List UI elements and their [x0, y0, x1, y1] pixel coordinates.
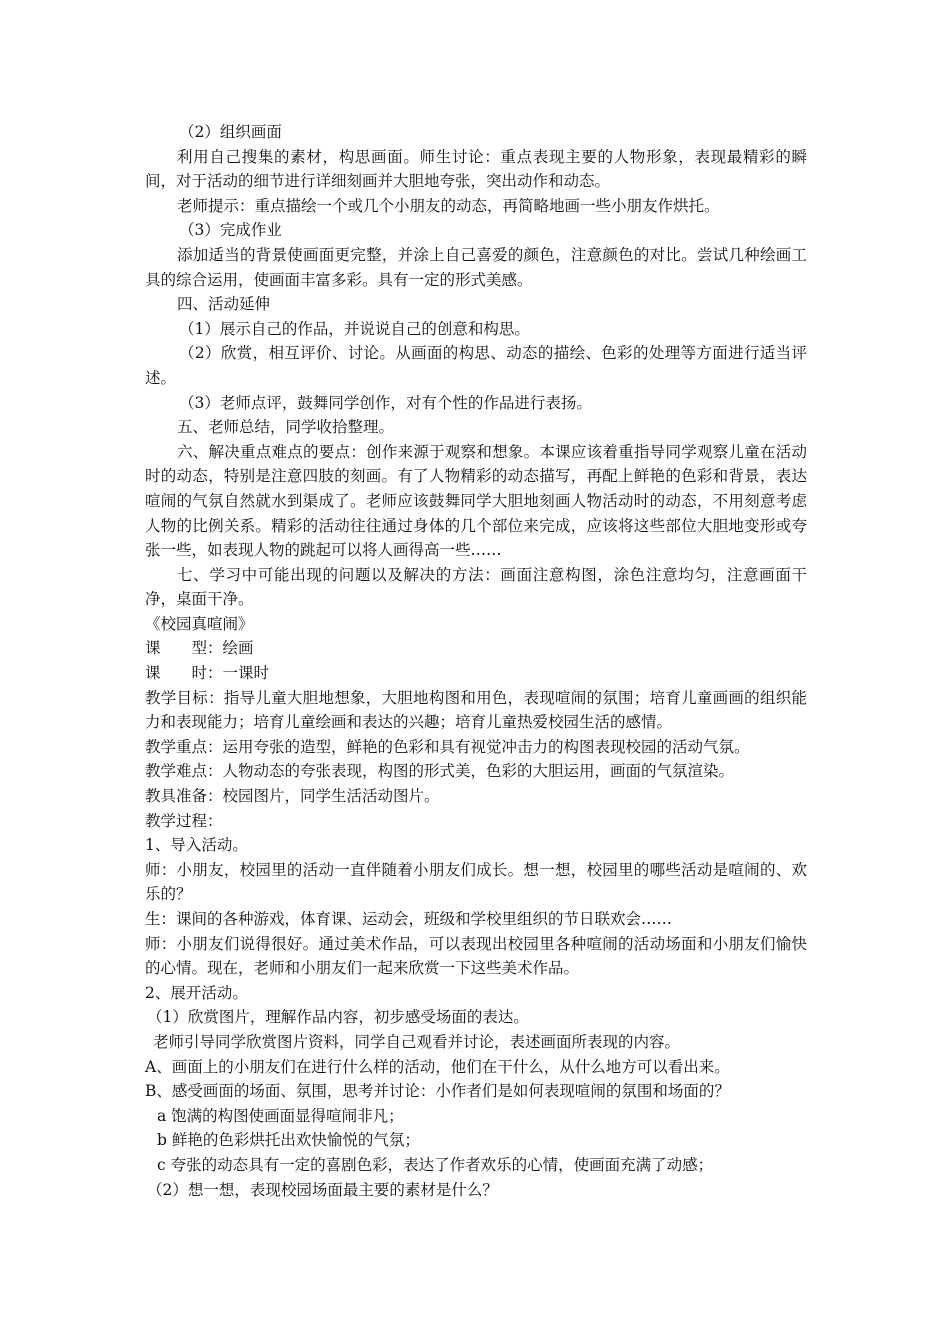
list-item-show-work: （1）展示自己的作品，并说说自己的创意和构思。 — [179, 319, 530, 338]
heading-activity-extension: 四、活动延伸 — [177, 295, 271, 314]
paragraph-teacher-guide: 老师引导同学欣赏图片资料，同学自己观看并讨论，表述画面所表现的内容。 — [153, 1032, 681, 1051]
paragraph-compose: 利用自己搜集的素材，构思画面。师生讨论：重点表现主要的人物形象，表现最精彩的瞬间，对于活动的细节进行详细刻画并大胆地夸张，突出动作和动态。 — [145, 147, 807, 191]
point-b: b 鲜艳的色彩烘托出欢快愉悦的气氛； — [157, 1131, 420, 1150]
dialogue-teacher-2: 师：小朋友们说得很好。通过美术作品，可以表现出校园里各种喧闹的活动场面和小朋友们愉快的心情。现在，老师和小朋友们一起来欣赏一下这些美术作品。 — [145, 934, 807, 978]
document-page — [145, 120, 807, 1202]
question-a: A、画面上的小朋友们在进行什么样的活动，他们在干什么，从什么地方可以看出来。 — [145, 1057, 730, 1076]
sub-step-think: （2）想一想，表现校园场面最主要的素材是什么？ — [147, 1180, 498, 1199]
question-b: B、感受画面的场面、氛围，思考并讨论：小作者们是如何表现喧闹的氛围和场面的？ — [145, 1082, 730, 1101]
lesson-duration: 课 时：一课时 — [145, 664, 270, 683]
step-introduce-activity: 1、导入活动。 — [145, 836, 248, 855]
paragraph-teacher-tip: 老师提示：重点描绘一个或几个小朋友的动态，再简略地画一些小朋友作烘托。 — [177, 196, 720, 215]
point-a: a 饱满的构图使画面显得喧闹非凡； — [157, 1106, 404, 1125]
teaching-process-heading: 教学过程： — [145, 811, 223, 830]
list-item-teacher-review: （3）老师点评，鼓舞同学创作，对有个性的作品进行表扬。 — [179, 393, 592, 412]
list-item-appreciate: （2）欣赏，相互评价、讨论。从画面的构思、动态的描绘、色彩的处理等方面进行适当评述。 — [145, 344, 807, 387]
paragraph-key-points: 六、解决重点难点的要点：创作来源于观察和想象。本课应该着重指导同学观察儿童在活动时的动态，特别是注意四肢的刻画。有了人物精彩的动态描写，再配上鲜艳的色彩和背景，表达喧闹的气氛自然就水到渠成了。老师应该鼓舞同学大胆地刻画人物活动时的动态，不用刻意考虑人物的比例关系。精彩的活动往往通过身体的几个部位来完成，应该将这些部位大胆地变形或夸张一些，如表现人物的跳起可以将人画得高一些…… — [145, 442, 807, 560]
teaching-difficulty: 教学难点：人物动态的夸张表现，构图的形式美，色彩的大胆运用，画面的气氛渲染。 — [145, 762, 735, 781]
teaching-focus: 教学重点：运用夸张的造型，鲜艳的色彩和具有视觉冲击力的构图表现校园的活动气氛。 — [145, 737, 750, 756]
subheading-finish-work: （3）完成作业 — [179, 221, 282, 240]
sub-step-appreciate-pictures: （1）欣赏图片，理解作品内容，初步感受场面的表达。 — [147, 1008, 529, 1027]
dialogue-teacher-1: 师：小朋友，校园里的活动一直伴随着小朋友们成长。想一想，校园里的哪些活动是喧闹的、欢乐的？ — [145, 860, 807, 904]
lesson-title: 《校园真喧闹》 — [145, 614, 254, 633]
heading-teacher-summary: 五、老师总结，同学收拾整理。 — [177, 418, 395, 437]
lesson-type: 课 型：绘画 — [145, 639, 254, 658]
dialogue-student-1: 生：课间的各种游戏，体育课、运动会，班级和学校里组织的节日联欢会…… — [145, 910, 673, 928]
point-c: c 夸张的动态具有一定的喜剧色彩，表达了作者欢乐的心情，使画面充满了动感； — [157, 1155, 714, 1174]
step-develop-activity: 2、展开活动。 — [145, 983, 248, 1002]
teaching-goals: 教学目标：指导儿童大胆地想象，大胆地构图和用色，表现喧闹的氛围；培育儿童画画的组织能力和表现能力；培育儿童绘画和表达的兴趣；培育儿童热爱校园生活的感情。 — [145, 688, 807, 732]
teaching-materials: 教具准备：校园图片，同学生活活动图片。 — [145, 787, 440, 806]
paragraph-problems: 七、学习中可能出现的问题以及解决的方法：画面注意构图，涂色注意均匀，注意画面干净，桌面干净。 — [145, 565, 807, 609]
subheading-compose: （2）组织画面 — [179, 123, 282, 141]
paragraph-finish-work: 添加适当的背景使画面更完整，并涂上自己喜爱的颜色，注意颜色的对比。尝试几种绘画工具的综合运用，使画面丰富多彩。具有一定的形式美感。 — [145, 245, 807, 289]
